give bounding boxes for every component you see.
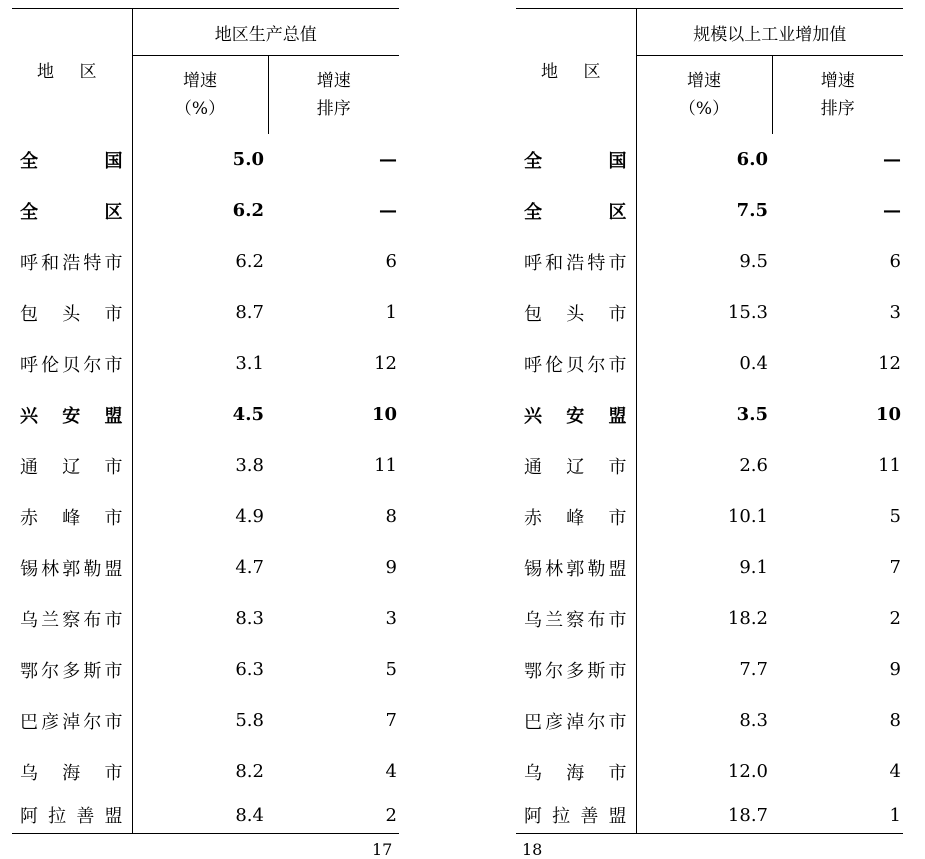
region-name: 兴安盟 [12,389,132,440]
table-row [516,236,903,287]
rank-header-line2: 排序 [820,99,855,119]
region-name: 阿拉善盟 [516,797,636,834]
region-header-cell [516,9,636,135]
growth-rank: 3 [889,302,901,323]
region-name: 呼和浩特市 [516,236,636,287]
table-row [516,389,903,440]
rank-header-cell [268,56,399,135]
growth-rank: 6 [385,251,397,272]
growth-rank: 2 [889,608,901,629]
growth-value: 6.3 [235,659,264,680]
table-row [516,185,903,236]
growth-value: 9.5 [739,251,768,272]
growth-value: 5.8 [235,710,264,731]
region-name: 包头市 [12,287,132,338]
right-page-table [516,8,903,834]
region-name: 呼伦贝尔市 [516,338,636,389]
region-name: 锡林郭勒盟 [12,542,132,593]
table-row [12,644,399,695]
growth-value: 0.4 [739,353,768,374]
growth-value: 4.5 [232,404,264,425]
region-name: 全国 [516,134,636,185]
region-name: 巴彦淖尔市 [516,695,636,746]
region-name: 赤峰市 [12,491,132,542]
growth-value: 6.0 [736,149,768,170]
growth-value: 3.5 [736,404,768,425]
rank-header-line1: 增速 [820,71,855,91]
region-name: 巴彦淖尔市 [12,695,132,746]
region-name: 全区 [516,185,636,236]
table-row [12,389,399,440]
growth-rank: 12 [374,353,397,374]
region-name: 全国 [12,134,132,185]
region-name: 乌海市 [516,746,636,797]
region-name: 鄂尔多斯市 [12,644,132,695]
region-header-cell [12,9,132,135]
growth-header-line2: （%） [174,99,226,119]
growth-rank: 7 [385,710,397,731]
growth-rank: 1 [385,302,397,323]
growth-rank: 4 [385,761,397,782]
region-name: 乌海市 [12,746,132,797]
industrial-growth-table [516,8,903,834]
rank-header-cell [772,56,903,135]
table-row [516,695,903,746]
growth-rank: — [379,200,397,221]
growth-value: 6.2 [235,251,264,272]
region-header: 地 区 [541,61,611,82]
growth-rank: 6 [889,251,901,272]
growth-rank: 5 [889,506,901,527]
growth-value: 3.8 [235,455,264,476]
growth-value: 4.9 [235,506,264,527]
growth-value: 8.4 [132,797,268,834]
growth-value: 8.3 [235,608,264,629]
growth-header-line1: 增速 [687,71,721,91]
growth-rank: 11 [374,455,397,476]
region-name: 呼伦贝尔市 [12,338,132,389]
group-header: 规模以上工业增加值 [636,9,903,56]
page-number: 18 [522,840,543,859]
growth-rank: 9 [889,659,901,680]
growth-value: 7.7 [739,659,768,680]
table-row [12,491,399,542]
growth-header-line2: （%） [678,99,730,119]
growth-rank: 1 [772,797,903,834]
table-body [12,134,399,834]
growth-value: 2.6 [739,455,768,476]
growth-value: 8.2 [235,761,264,782]
table-row [516,338,903,389]
table-row [12,236,399,287]
region-name: 乌兰察布市 [516,593,636,644]
growth-value: 12.0 [727,761,768,782]
growth-rank: 11 [878,455,901,476]
table-row [12,746,399,797]
table-row [516,593,903,644]
table-row [12,134,399,185]
growth-value: 4.7 [235,557,264,578]
gdp-growth-table [12,8,399,834]
table-row [516,746,903,797]
growth-rank: 10 [875,404,901,425]
group-header: 地区生产总值 [132,9,399,56]
growth-header-cell [132,56,268,135]
growth-rank: 8 [889,710,901,731]
table-row [516,287,903,338]
growth-value: 18.2 [727,608,768,629]
growth-rank: 3 [385,608,397,629]
growth-rank: 12 [878,353,901,374]
region-name: 锡林郭勒盟 [516,542,636,593]
table-body [516,134,903,834]
growth-value: 9.1 [739,557,768,578]
growth-value: 7.5 [736,200,768,221]
growth-value: 3.1 [235,353,264,374]
region-name: 鄂尔多斯市 [516,644,636,695]
growth-rank: — [379,149,397,170]
growth-value: 5.0 [232,149,264,170]
region-name: 阿拉善盟 [12,797,132,834]
growth-value: 18.7 [636,797,772,834]
region-name: 赤峰市 [516,491,636,542]
region-name: 通辽市 [516,440,636,491]
table-row [12,185,399,236]
table-row [12,593,399,644]
table-row [12,695,399,746]
table-row [516,542,903,593]
growth-value: 15.3 [727,302,768,323]
table-row [516,797,903,834]
growth-value: 8.7 [235,302,264,323]
growth-header-cell [636,56,772,135]
growth-header-line1: 增速 [183,71,217,91]
growth-rank: 7 [889,557,901,578]
region-name: 全区 [12,185,132,236]
table-row [12,542,399,593]
left-page-table [12,8,399,834]
growth-value: 8.3 [739,710,768,731]
table-row [516,491,903,542]
region-name: 通辽市 [12,440,132,491]
growth-rank: 9 [385,557,397,578]
growth-rank: — [883,200,901,221]
growth-rank: 4 [889,761,901,782]
growth-rank: 8 [385,506,397,527]
rank-header-line1: 增速 [316,71,351,91]
region-name: 乌兰察布市 [12,593,132,644]
growth-rank: 5 [385,659,397,680]
table-row [516,644,903,695]
region-name: 呼和浩特市 [12,236,132,287]
region-header: 地 区 [37,61,107,82]
table-row [12,287,399,338]
growth-value: 6.2 [232,200,264,221]
page-number: 17 [372,840,393,859]
growth-rank: 2 [268,797,399,834]
rank-header-line2: 排序 [316,99,351,119]
table-row [12,440,399,491]
table-row [516,440,903,491]
region-name: 包头市 [516,287,636,338]
region-name: 兴安盟 [516,389,636,440]
table-row [12,797,399,834]
table-row [516,134,903,185]
growth-rank: 10 [371,404,397,425]
growth-value: 10.1 [727,506,768,527]
growth-rank: — [883,149,901,170]
table-row [12,338,399,389]
